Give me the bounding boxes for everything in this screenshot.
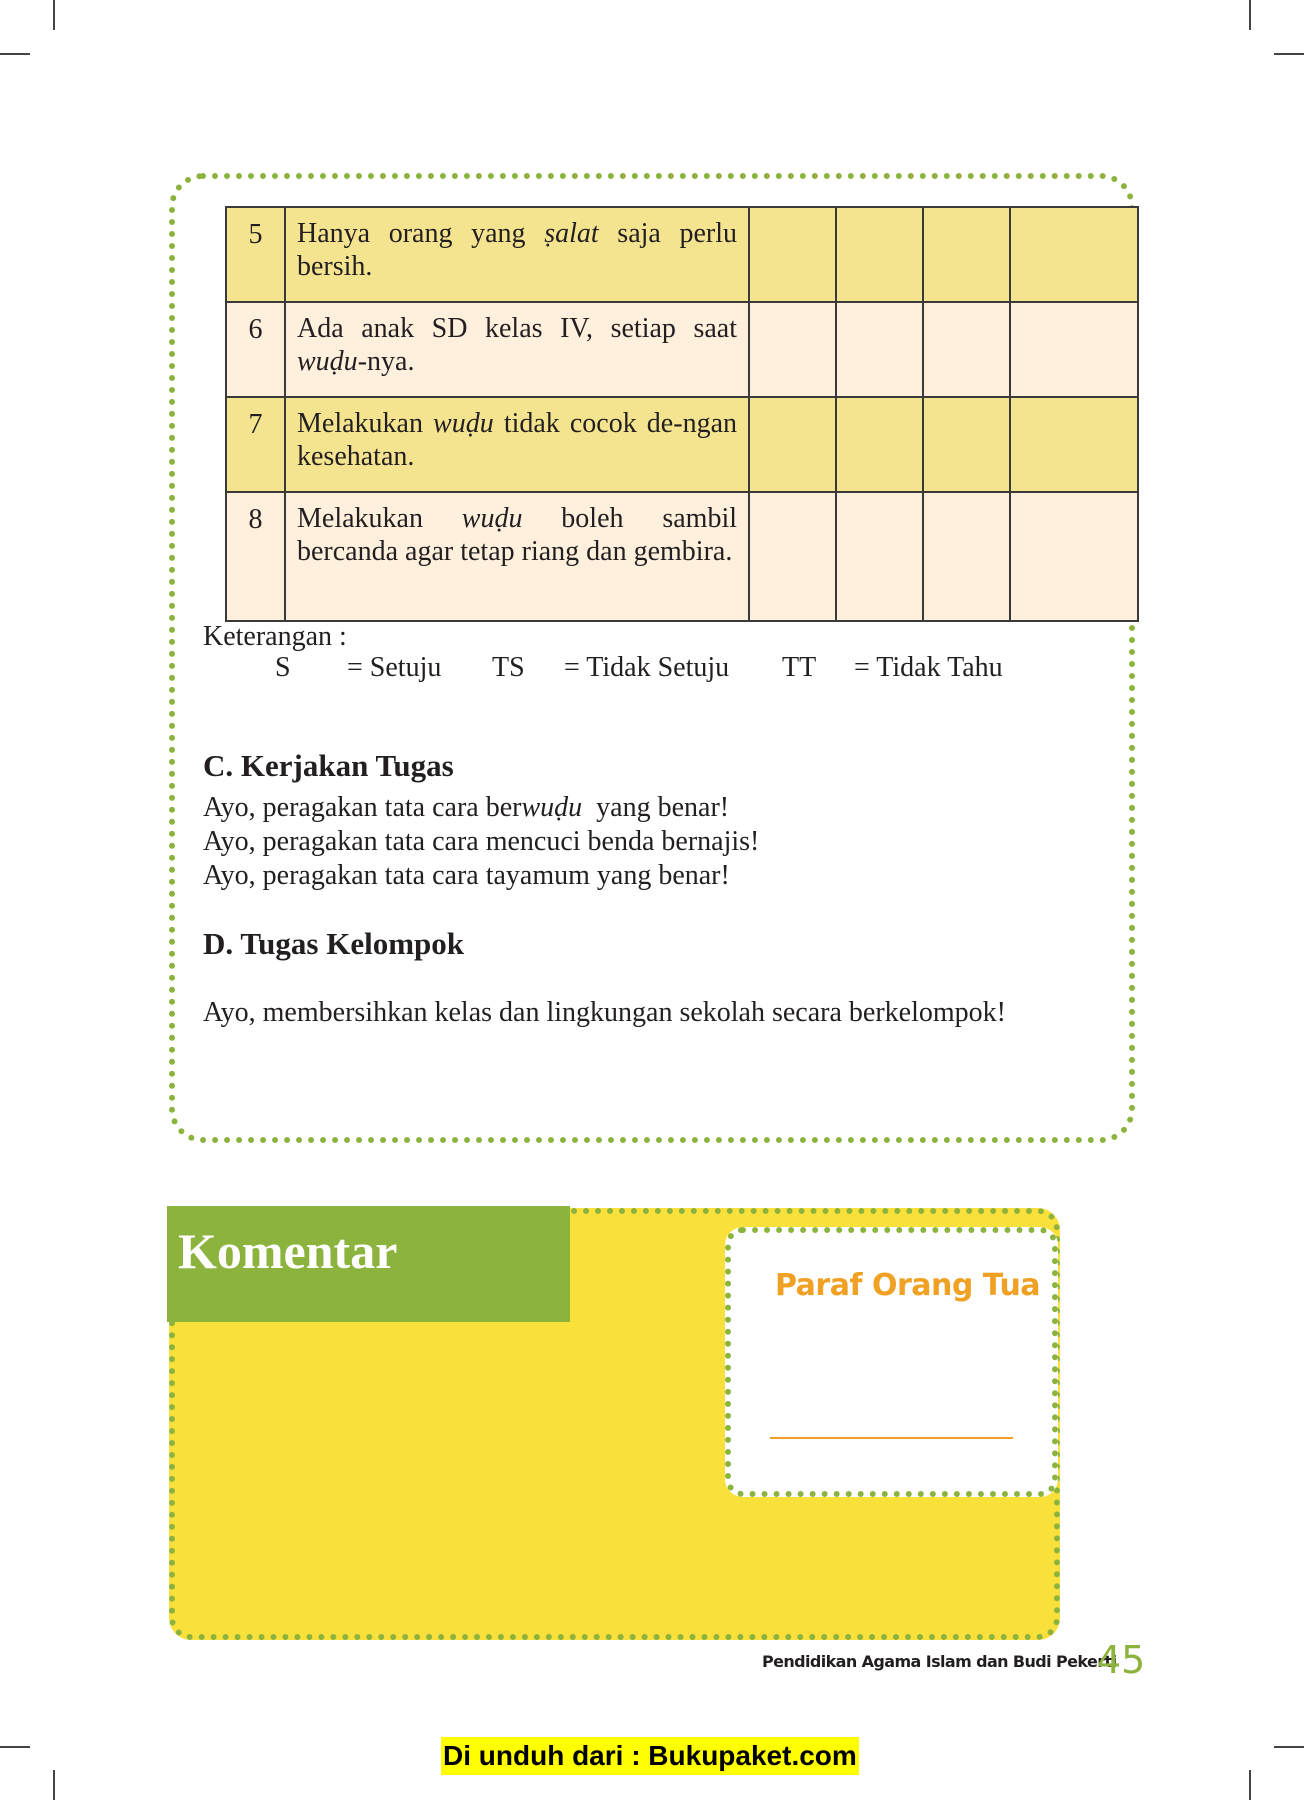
task-line: Ayo, membersihkan kelas dan lingkungan sekolah secara berkelompok! (203, 997, 1006, 1028)
task-line: Ayo, peragakan tata cara berwuḍu yang benar! (203, 792, 730, 823)
answer-cell[interactable] (836, 492, 923, 621)
answer-cell[interactable] (749, 492, 836, 621)
row-number: 8 (226, 492, 285, 621)
table-row (226, 397, 1138, 492)
statement-text: Ada anak SD kelas IV, setiap saat wuḍu-nya. (285, 302, 749, 397)
legend-tt-def: = Tidak Tahu (854, 652, 1003, 683)
answer-cell[interactable] (923, 492, 1010, 621)
answer-cell[interactable] (749, 397, 836, 492)
answer-cell[interactable] (749, 302, 836, 397)
table-row (226, 207, 1138, 302)
crop-mark (1249, 0, 1251, 30)
task-line: Ayo, peragakan tata cara tayamum yang benar! (203, 860, 730, 891)
crop-mark (1274, 53, 1304, 55)
crop-mark (53, 1770, 55, 1800)
legend-ts-def: = Tidak Setuju (564, 652, 730, 683)
download-note: Di unduh dari : Bukupaket.com (441, 1737, 859, 1775)
crop-mark (0, 1746, 30, 1748)
answer-cell[interactable] (923, 302, 1010, 397)
answer-cell[interactable] (836, 397, 923, 492)
answer-cell[interactable] (1010, 207, 1138, 302)
section-d-heading: D. Tugas Kelompok (203, 926, 465, 961)
legend-title: Keterangan : (203, 621, 347, 652)
statement-table (225, 206, 1139, 622)
row-number: 7 (226, 397, 285, 492)
table-row (226, 302, 1138, 397)
comment-title: Komentar (178, 1223, 398, 1279)
table-row (226, 492, 1138, 621)
answer-cell[interactable] (749, 207, 836, 302)
legend-s-def: = Setuju (347, 652, 442, 683)
row-number: 5 (226, 207, 285, 302)
signature-label: Paraf Orang Tua (775, 1268, 1041, 1303)
statement-text: Melakukan wuḍu tidak cocok de-ngan kesehatan. (285, 397, 749, 492)
legend-s: S (275, 652, 291, 683)
answer-cell[interactable] (923, 207, 1010, 302)
answer-cell[interactable] (923, 397, 1010, 492)
answer-cell[interactable] (836, 207, 923, 302)
answer-cell[interactable] (836, 302, 923, 397)
row-number: 6 (226, 302, 285, 397)
book-title: Pendidikan Agama Islam dan Budi Pekerti (762, 1652, 1117, 1671)
statement-text: Melakukan wuḍu boleh sambil bercanda agar tetap riang dan gembira. (285, 492, 749, 621)
crop-mark (1274, 1746, 1304, 1748)
answer-cell[interactable] (1010, 397, 1138, 492)
statement-text: Hanya orang yang ṣalat saja perlu bersih. (285, 207, 749, 302)
crop-mark (1249, 1770, 1251, 1800)
crop-mark (0, 53, 30, 55)
legend-tt: TT (782, 652, 817, 683)
crop-mark (53, 0, 55, 30)
task-line: Ayo, peragakan tata cara mencuci benda bernajis! (203, 826, 760, 857)
legend-ts: TS (492, 652, 525, 683)
answer-cell[interactable] (1010, 492, 1138, 621)
section-c-heading: C. Kerjakan Tugas (203, 748, 454, 783)
page-number: 45 (1097, 1638, 1146, 1682)
signature-line (770, 1437, 1013, 1439)
answer-cell[interactable] (1010, 302, 1138, 397)
